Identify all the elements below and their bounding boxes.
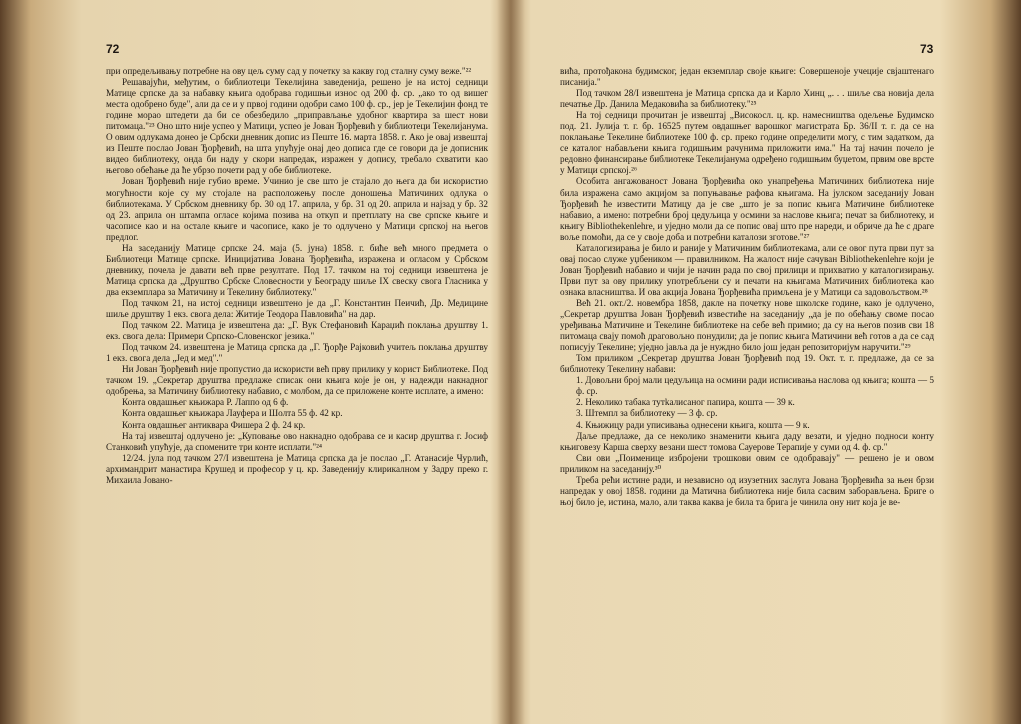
paragraph: Под тачком 24. извештена је Матица српска да „Г. Ђорђе Рајковић учитељ поклања друштву 1 екз. свога дела „Јед и мед".": [106, 342, 488, 364]
paragraph: На тај извештај одлучено је: „Куповање ово накнадно одобрава се и касир друштва г. Јосиф Станковић упућује, да спомените три конте исплати."²⁴: [106, 430, 488, 452]
page-number-left: 72: [106, 42, 120, 56]
list-item: 3. Штемпл за библиотеку — 3 ф. ср.: [576, 408, 718, 419]
left-page-text: [106, 66, 488, 486]
list-item: 4. Књижицу ради уписивања однесени књига, кошта — 9 к.: [576, 419, 810, 430]
list-item: 2. Неколико табака тутkaлисаног папира, кошта — 39 к.: [576, 397, 795, 408]
list-item: 1. Довољни број мали цедуљица на осмини ради исписивања наслова од књига; кошта — 5 ф. ср.: [576, 375, 934, 397]
list-item: Конта овдашњег књижара Р. Лаппо од 6 ф.: [122, 397, 289, 408]
paragraph: Каталогизирања је било и раније у Матичиним библиотекама, али се овог пута први пут за овај посао служе уџбеником — правилником. На жалост није сачуван Bibliothekenlehre који је Јован Ђорђевић набавио и чији је начин рада по свој прилици и прихватио у каталогизирању. Први пут за ову прилику употребљени су и печати на књигама Матичиних библиотека као ознака власништва. И ова акција Јована Ђорђевића примљена је у Матици са задовољством.²⁸: [560, 242, 934, 297]
paragraph: Под тачком 21, на истој седници извештено је да „Г. Константин Пеичић, Др. Медицине шиље друштву 1 екз. свога дела: Житије Теодора Павловића" на дар.: [106, 297, 488, 320]
list-item: Конта овдашњег књижара Лауфера и Шолта 55 ф. 42 кр.: [122, 408, 343, 419]
paragraph: вића, протођакона будимског, један екземплар своје књиге: Совершеноје учеције свјаштенаго писанија.": [560, 66, 934, 88]
paragraph: Том приликом „Секретар друштва Јован Ђорђевић под 19. Окт. т. г. предлаже, да се за библиотеку Текелину набави:: [560, 353, 934, 375]
paragraph: На заседанију Матице српске 24. маја (5. јуна) 1858. г. биће већ много предмета о Библиотеци Матице српске. Иницијатива Јована Ђорђевића, изражена и огласом у Србском дневнику, почела је давати већ прве резултате. Под 17. тачком на тој седници извештена је Матица српска да „Друштво Србске Словесности у Београду шиље IX свеску свога Гласника у два екземплара за Матичину и Текелину библиотеку.": [106, 242, 488, 297]
paragraph: Треба рећи истине ради, и независно од изузетних заслуга Јована Ђорђевића за њен брзи напредак у овој 1858. години да Матична библиотека није била сасвим заборављена. Бриге о њој било је, истина, мало, али таква каква је била та брига је чинила ону нит која је ве-: [560, 474, 934, 507]
paragraph: Даље предлаже, да се неколико знаменити књига даду везати, и уједно подноси конту књиговезу Карша сверху везани шест томова Сауерове Терапије у суми од 4. ф. ср.": [560, 430, 934, 452]
page-number-right: 73: [920, 42, 934, 56]
paragraph: Јован Ђорђевић није губио време. Учинио је све што је стајало до њега да би искористио могућности које су му стојале на расположењу после доношења Матичиних одлука о библиотекама. У Србском дневнику бр. 30 од 17. априла, у бр. 31 од 20. априла и најзад у бр. 32 од 23. априла он штампа огласе којима позива на откуп и претплату на све српске књиге и часописе као и на остале књиге и часописе, како је то одлучено у Матици српској на његов предлог.: [106, 176, 488, 242]
paragraph: Особита ангажованост Јована Ђорђевића око унапређења Матичиних библиотека није била изражена само акцијом за попуњавање рафова књигама. На јулском заседанију Јован Ђорђевић ће известити Матицу да је све „што је за попис књига Матичине библиотеке набавио, а имено: потребни број цедуљица у осмини за наслове књига; печат за библиотеку, и књигу Bibliothekenlehre, и уједно моли да се попис овај што пре нареди, и обриче да ће с драге воље помоћи, да се у своје доба и потребни каталози зготове."²⁷: [560, 176, 934, 242]
paragraph: Под тачком 22. Матица је извештена да: „Г. Вук Стефановић Караџић поклања друштву 1. екз. свога дела: Примери Српско-Словенског језика.": [106, 320, 488, 342]
paragraph: Решавајући, међутим, о библиотеци Текелијина заведенија, решено је на истој седници Матице српске да за набавку књига одобрава годишњи износ од 200 ф. ср. „ако то од вишег места одобрено буде", али да се и у првој години одобри само 100 ф. ср., јер је Текелијин фонд те године морао штедети да би се обезбедило „приправљање удобног квартира за шест нови питомаца."²³ Оно што није успео у Матици, успео је Јован Ђорђевић у библиотеци Текелијанума. О овим одлукама донео је Србски дневник допис из Пеште 16. марта 1858. г. Ако је овај извештај из Пеште послао Јован Ђорђевић, на шта упућује онај део дописа где се говори да је дописник видео библиотеку, онда би наду у скори напредак, изражен у допису, требало схватити као његово обећање да ће убрзо почети рад у обе библиотеке.: [106, 77, 488, 176]
paragraph: На тој седници прочитан је извештај „Високосл. ц. кр. намесништва одељење Будимско под. 21. Јулија т. г. бр. 16525 путем овдашњег варошког магистрата Бр. 36/II т. г. да се на поклањање Текелине библиотеке 100 ф. ср. преко године определити могу, с тим задатком, да се каталог набављени књига годишњим рачунима приложити има." На тај начин почело је редовно финансирање библиотеке Текелијанума одређено годишњим буџетом, првим ове врсте у Матици српској.²⁶: [560, 110, 934, 176]
paragraph: Ни Јован Ђорђевић није пропустио да искористи већ прву прилику у корист Библиотеке. Под тачком 19. „Секретар друштва предлаже списак они књига које је он, у надежди накнадног одобрења, за Матичину библиотеку набавио, с молбом, да се приложене конте исплате, а имено:: [106, 364, 488, 397]
paragraph: 12/24. јула под тачком 27/I извештена је Матица српска да је послао „Г. Атанасије Чурлић, архимандрит манастира Крушед и професор у ц. кр. Заведенију клирикалном у Задру преко г. Михаила Јовано-: [106, 452, 488, 485]
left-page: [0, 0, 510, 724]
right-page-text: [560, 66, 934, 508]
right-page: [511, 0, 1021, 724]
paragraph: Под тачком 28/I извештена је Матица српска да и Карло Хинц „. . . шиље сва новија дела печатње Др. Данила Медаковића за библиотеку."²⁵: [560, 88, 934, 110]
paragraph: при опредељивању потребне на ову цељ суму сад у почетку за какву год сталну суму веже."²²: [106, 66, 472, 76]
list-item: Конта овдашњег антиквара Фишера 2 ф. 24 кр.: [122, 419, 306, 430]
paragraph: Сви ови „Поименице избројени трошкови овим се одобравају" — решено је и овом приликом на заседанију.³⁰: [560, 452, 934, 474]
paragraph: Већ 21. окт./2. новембра 1858, дакле на почетку нове школске године, како је одлучено, „Секретар друштва Јован Ђорђевић известиће на заседанију „да је по обећању своме посао уређивања Матичине и Текелине библиотеке на себе већ примио; да су на његов позив сви 18 питомаца свају помоћ драговољно понудили; да је попис књига Матичини већ готов а да се сад пописују Текелине; уједно јавља да је нуждно било још један репозиторијум наручити."²⁹: [560, 297, 934, 353]
